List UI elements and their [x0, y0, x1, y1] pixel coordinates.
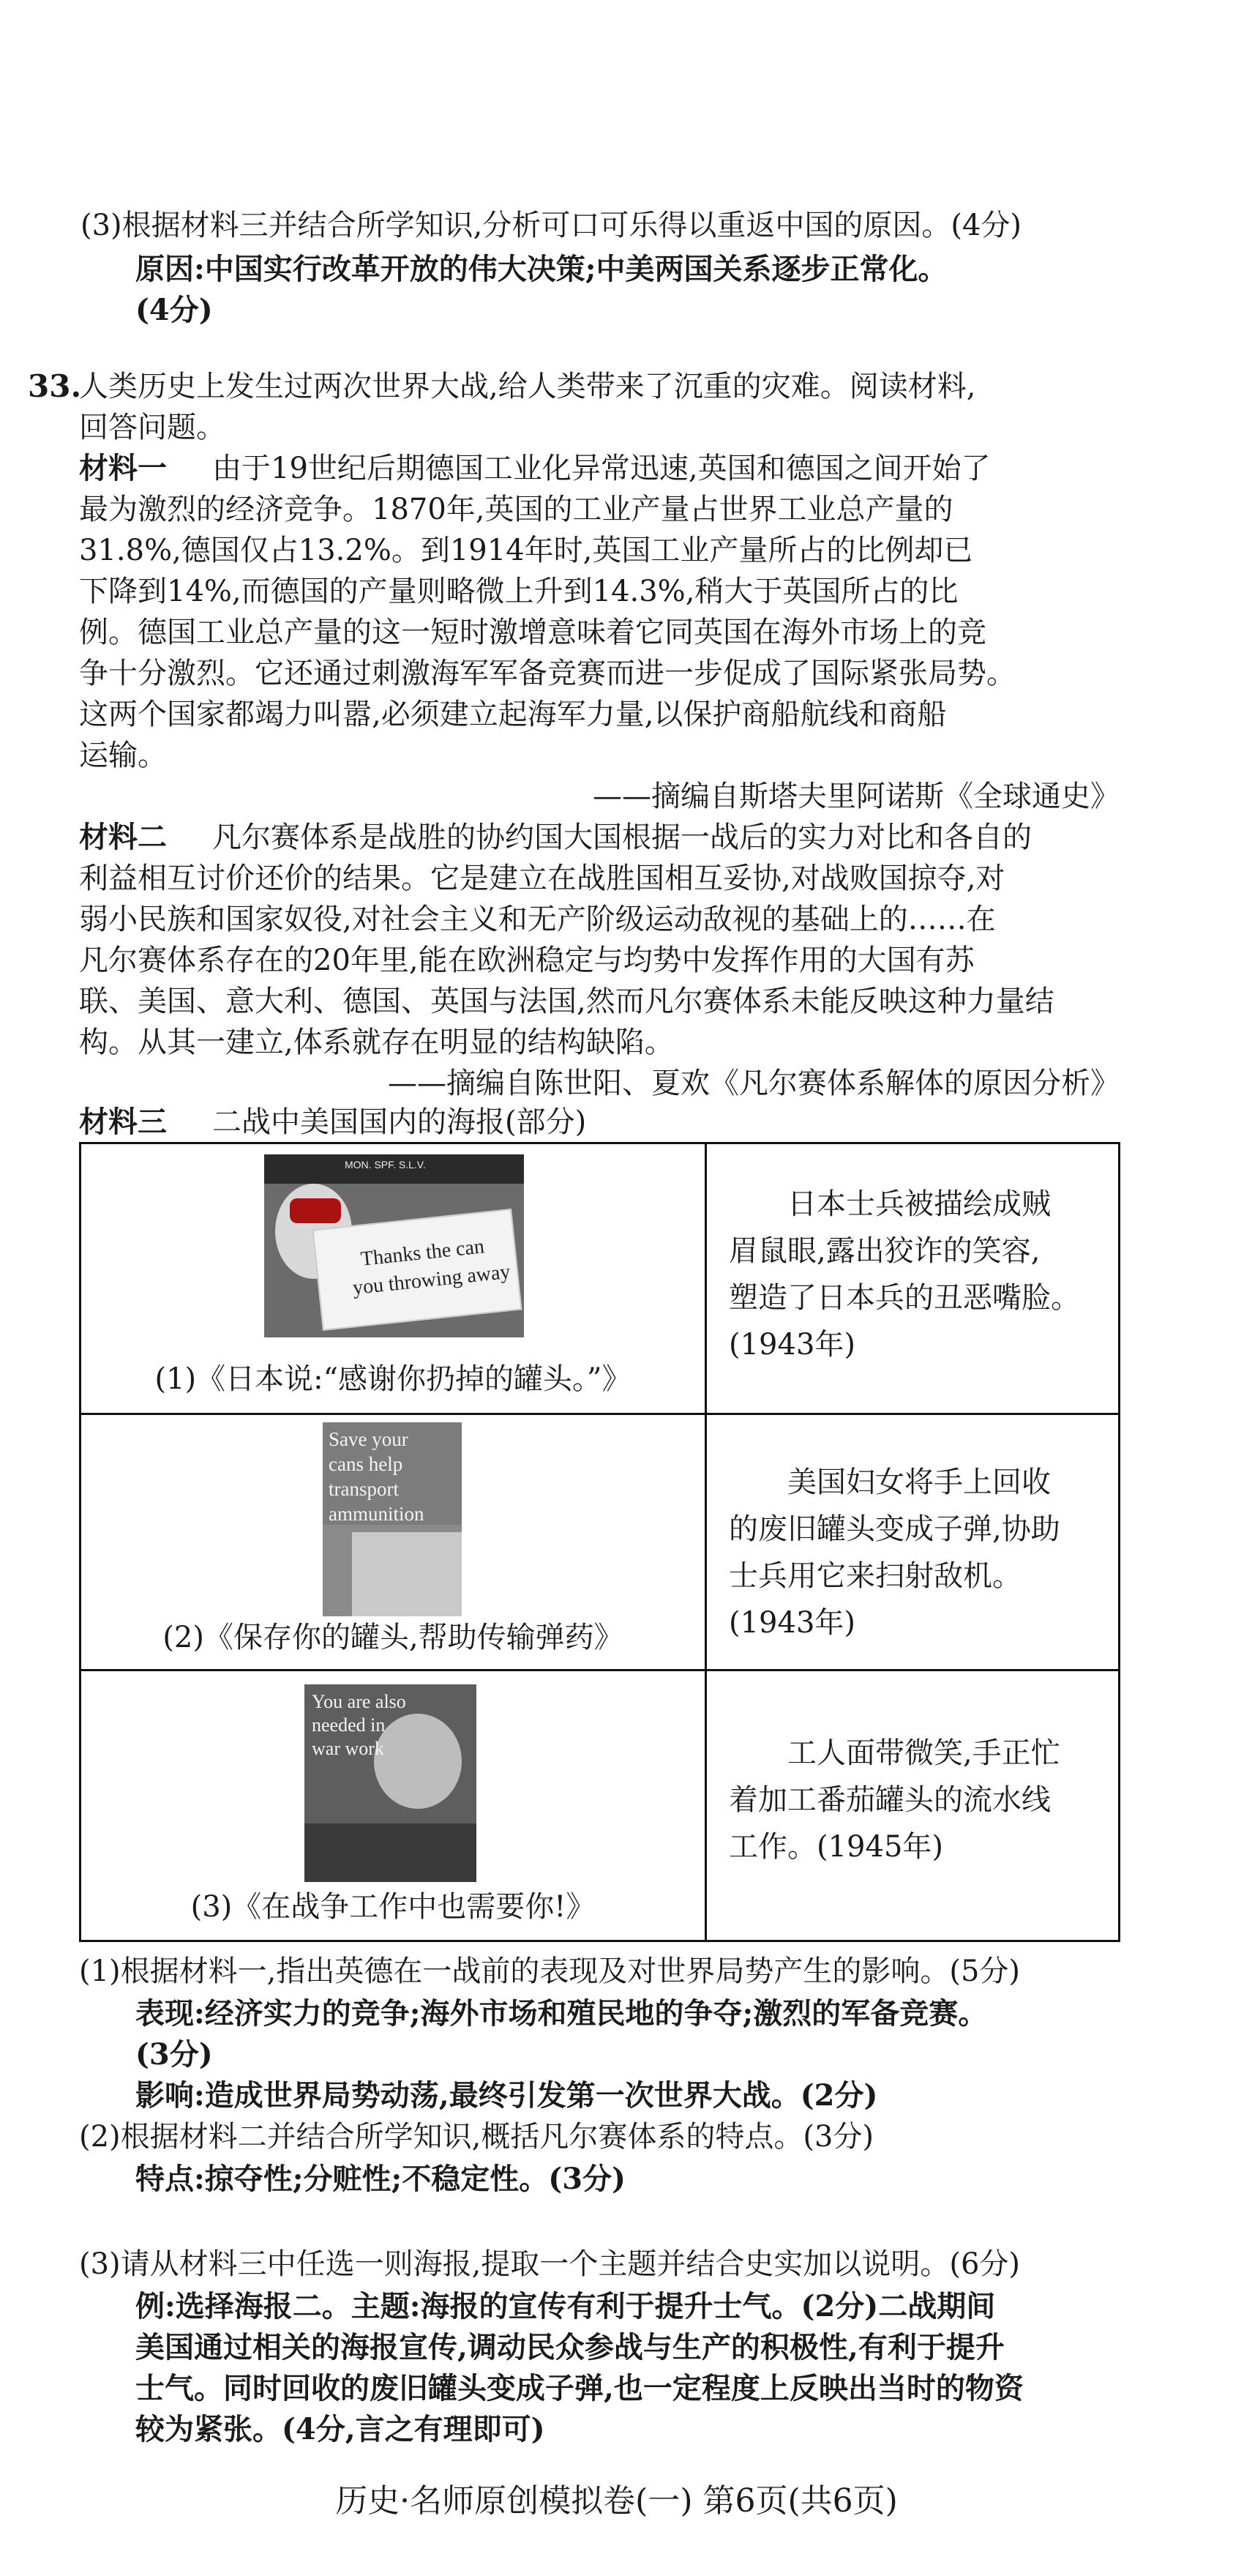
- q32-part3-answer: 原因:中国实行改革开放的伟大决策;中美两国关系逐步正常化。: [135, 252, 948, 286]
- sub-answer-1-score: (3分): [135, 2037, 213, 2072]
- material-1-line: 由于19世纪后期德国工业化异常迅速,英国和德国之间开始了: [212, 452, 991, 485]
- poster-1-card: [312, 1209, 522, 1331]
- sub-answer-1: 表现:经济实力的竞争;海外市场和殖民地的争夺;激烈的军备竞赛。: [135, 1996, 988, 2031]
- poster-1-text: you throwing away: [351, 1260, 511, 1300]
- poster-cell: [80, 1670, 706, 1941]
- poster-3-text: You are also needed in war work: [312, 1691, 406, 1759]
- material-2-line: 弱小民族和国家奴役,对社会主义和无产阶级运动敌视的基础上的……在: [79, 903, 996, 936]
- material-1-line: 31.8%,德国仅占13.2%。到1914年时,英国工业产量所占的比例却已: [79, 534, 973, 567]
- poster-1-text: Thanks the can: [359, 1235, 486, 1271]
- poster-table: [79, 1142, 1120, 1942]
- poster-desc-cell: [706, 1414, 1120, 1670]
- material-1-line: 最为激烈的经济竞争。1870年,英国的工业产量占世界工业总产量的: [79, 493, 953, 526]
- poster-1-image: [264, 1154, 524, 1337]
- sub-answer-1-impact: 影响:造成世界局势动荡,最终引发第一次世界大战。(2分): [135, 2078, 878, 2113]
- material-1-line: 争十分激烈。它还通过刺激海军军备竞赛而进一步促成了国际紧张局势。: [79, 657, 1016, 690]
- material-2-line: 构。从其一建立,体系就存在明显的结构缺陷。: [79, 1026, 674, 1059]
- sub-question-2: (2)根据材料二并结合所学知识,概括凡尔赛体系的特点。(3分): [79, 2120, 874, 2154]
- sub-answer-3: 美国通过相关的海报宣传,调动民众参战与生产的积极性,有利于提升: [135, 2330, 1005, 2364]
- q33-stem-cont: 回答问题。: [79, 411, 225, 444]
- poster-3-caption: (3)《在战争工作中也需要你!》: [190, 1890, 596, 1924]
- material-3-title: 二战中美国国内的海报(部分): [212, 1105, 587, 1139]
- material-2-line: 联、美国、意大利、德国、英国与法国,然而凡尔赛体系未能反映这种力量结: [79, 985, 1054, 1018]
- sub-answer-2: 特点:掠夺性;分赃性;不稳定性。(3分): [135, 2162, 626, 2196]
- poster-2-description: 美国妇女将手上回收 的废旧罐头变成子弹,协助 士兵用它来扫射敌机。 (1943年): [729, 1466, 1060, 1640]
- poster-2-text: Save your cans help transport ammunition: [329, 1428, 424, 1525]
- material-2-label: 材料二: [79, 820, 167, 854]
- poster-3-image: [304, 1684, 476, 1882]
- material-2-source: ——摘编自陈世阳、夏欢《凡尔赛体系解体的原因分析》: [388, 1067, 1120, 1100]
- poster-desc-cell: [706, 1143, 1120, 1414]
- q32-part3-answer-score: (4分): [135, 293, 213, 327]
- poster-1-banner: MON. SPF. S.L.V.: [345, 1159, 426, 1171]
- sub-answer-3: 例:选择海报二。主题:海报的宣传有利于提升士气。(2分)二战期间: [135, 2289, 996, 2323]
- page-footer: 历史·名师原创模拟卷(一) 第6页(共6页): [335, 2482, 898, 2520]
- material-2-line: 利益相互讨价还价的结果。它是建立在战胜国相互妥协,对战败国掠夺,对: [79, 862, 1005, 895]
- material-1-source: ——摘编自斯塔夫里阿诺斯《全球通史》: [593, 780, 1120, 813]
- material-1-line: 这两个国家都竭力叫嚣,必须建立起海军力量,以保护商船航线和商船: [79, 698, 947, 731]
- sub-answer-3: 较为紧张。(4分,言之有理即可): [135, 2412, 545, 2446]
- poster-1-description: 日本士兵被描绘成贼 眉鼠眼,露出狡诈的笑容, 塑造了日本兵的丑恶嘴脸。 (1943年): [729, 1187, 1080, 1362]
- material-2-line: 凡尔赛体系存在的20年里,能在欧洲稳定与均势中发挥作用的大国有苏: [79, 944, 975, 977]
- material-2-line: 凡尔赛体系是战胜的协约国大国根据一战后的实力对比和各自的: [212, 821, 1032, 854]
- q32-part3-question: (3)根据材料三并结合所学知识,分析可口可乐得以重返中国的原因。(4分): [80, 209, 1022, 242]
- material-3-label: 材料三: [79, 1105, 167, 1139]
- material-1-line: 例。德国工业总产量的这一短时激增意味着它同英国在海外市场上的竞: [79, 616, 986, 649]
- sub-question-1: (1)根据材料一,指出英德在一战前的表现及对世界局势产生的影响。(5分): [79, 1955, 1021, 1988]
- poster-2-caption: (2)《保存你的罐头,帮助传输弹药》: [162, 1621, 623, 1654]
- poster-2-image: [323, 1422, 462, 1616]
- q33-stem: 人类历史上发生过两次世界大战,给人类带来了沉重的灾难。阅读材料,: [79, 370, 976, 403]
- material-1-line: 下降到14%,而德国的产量则略微上升到14.3%,稍大于英国所占的比: [79, 575, 959, 608]
- poster-desc-cell: [706, 1670, 1120, 1941]
- sub-question-3: (3)请从材料三中任选一则海报,提取一个主题并结合史实加以说明。(6分): [79, 2247, 1021, 2281]
- poster-cell: [80, 1414, 706, 1670]
- poster-cell: [80, 1143, 706, 1414]
- material-1-label: 材料一: [79, 451, 167, 485]
- question-number: 33.: [28, 368, 82, 404]
- poster-3-description: 工人面带微笑,手正忙 着加工番茄罐头的流水线 工作。(1945年): [729, 1736, 1060, 1864]
- poster-1-caption: (1)《日本说:“感谢你扔掉的罐头。”》: [154, 1362, 632, 1396]
- sub-answer-3: 士气。同时回收的废旧罐头变成子弹,也一定程度上反映出当时的物资: [135, 2371, 1024, 2405]
- material-1-line: 运输。: [79, 739, 167, 772]
